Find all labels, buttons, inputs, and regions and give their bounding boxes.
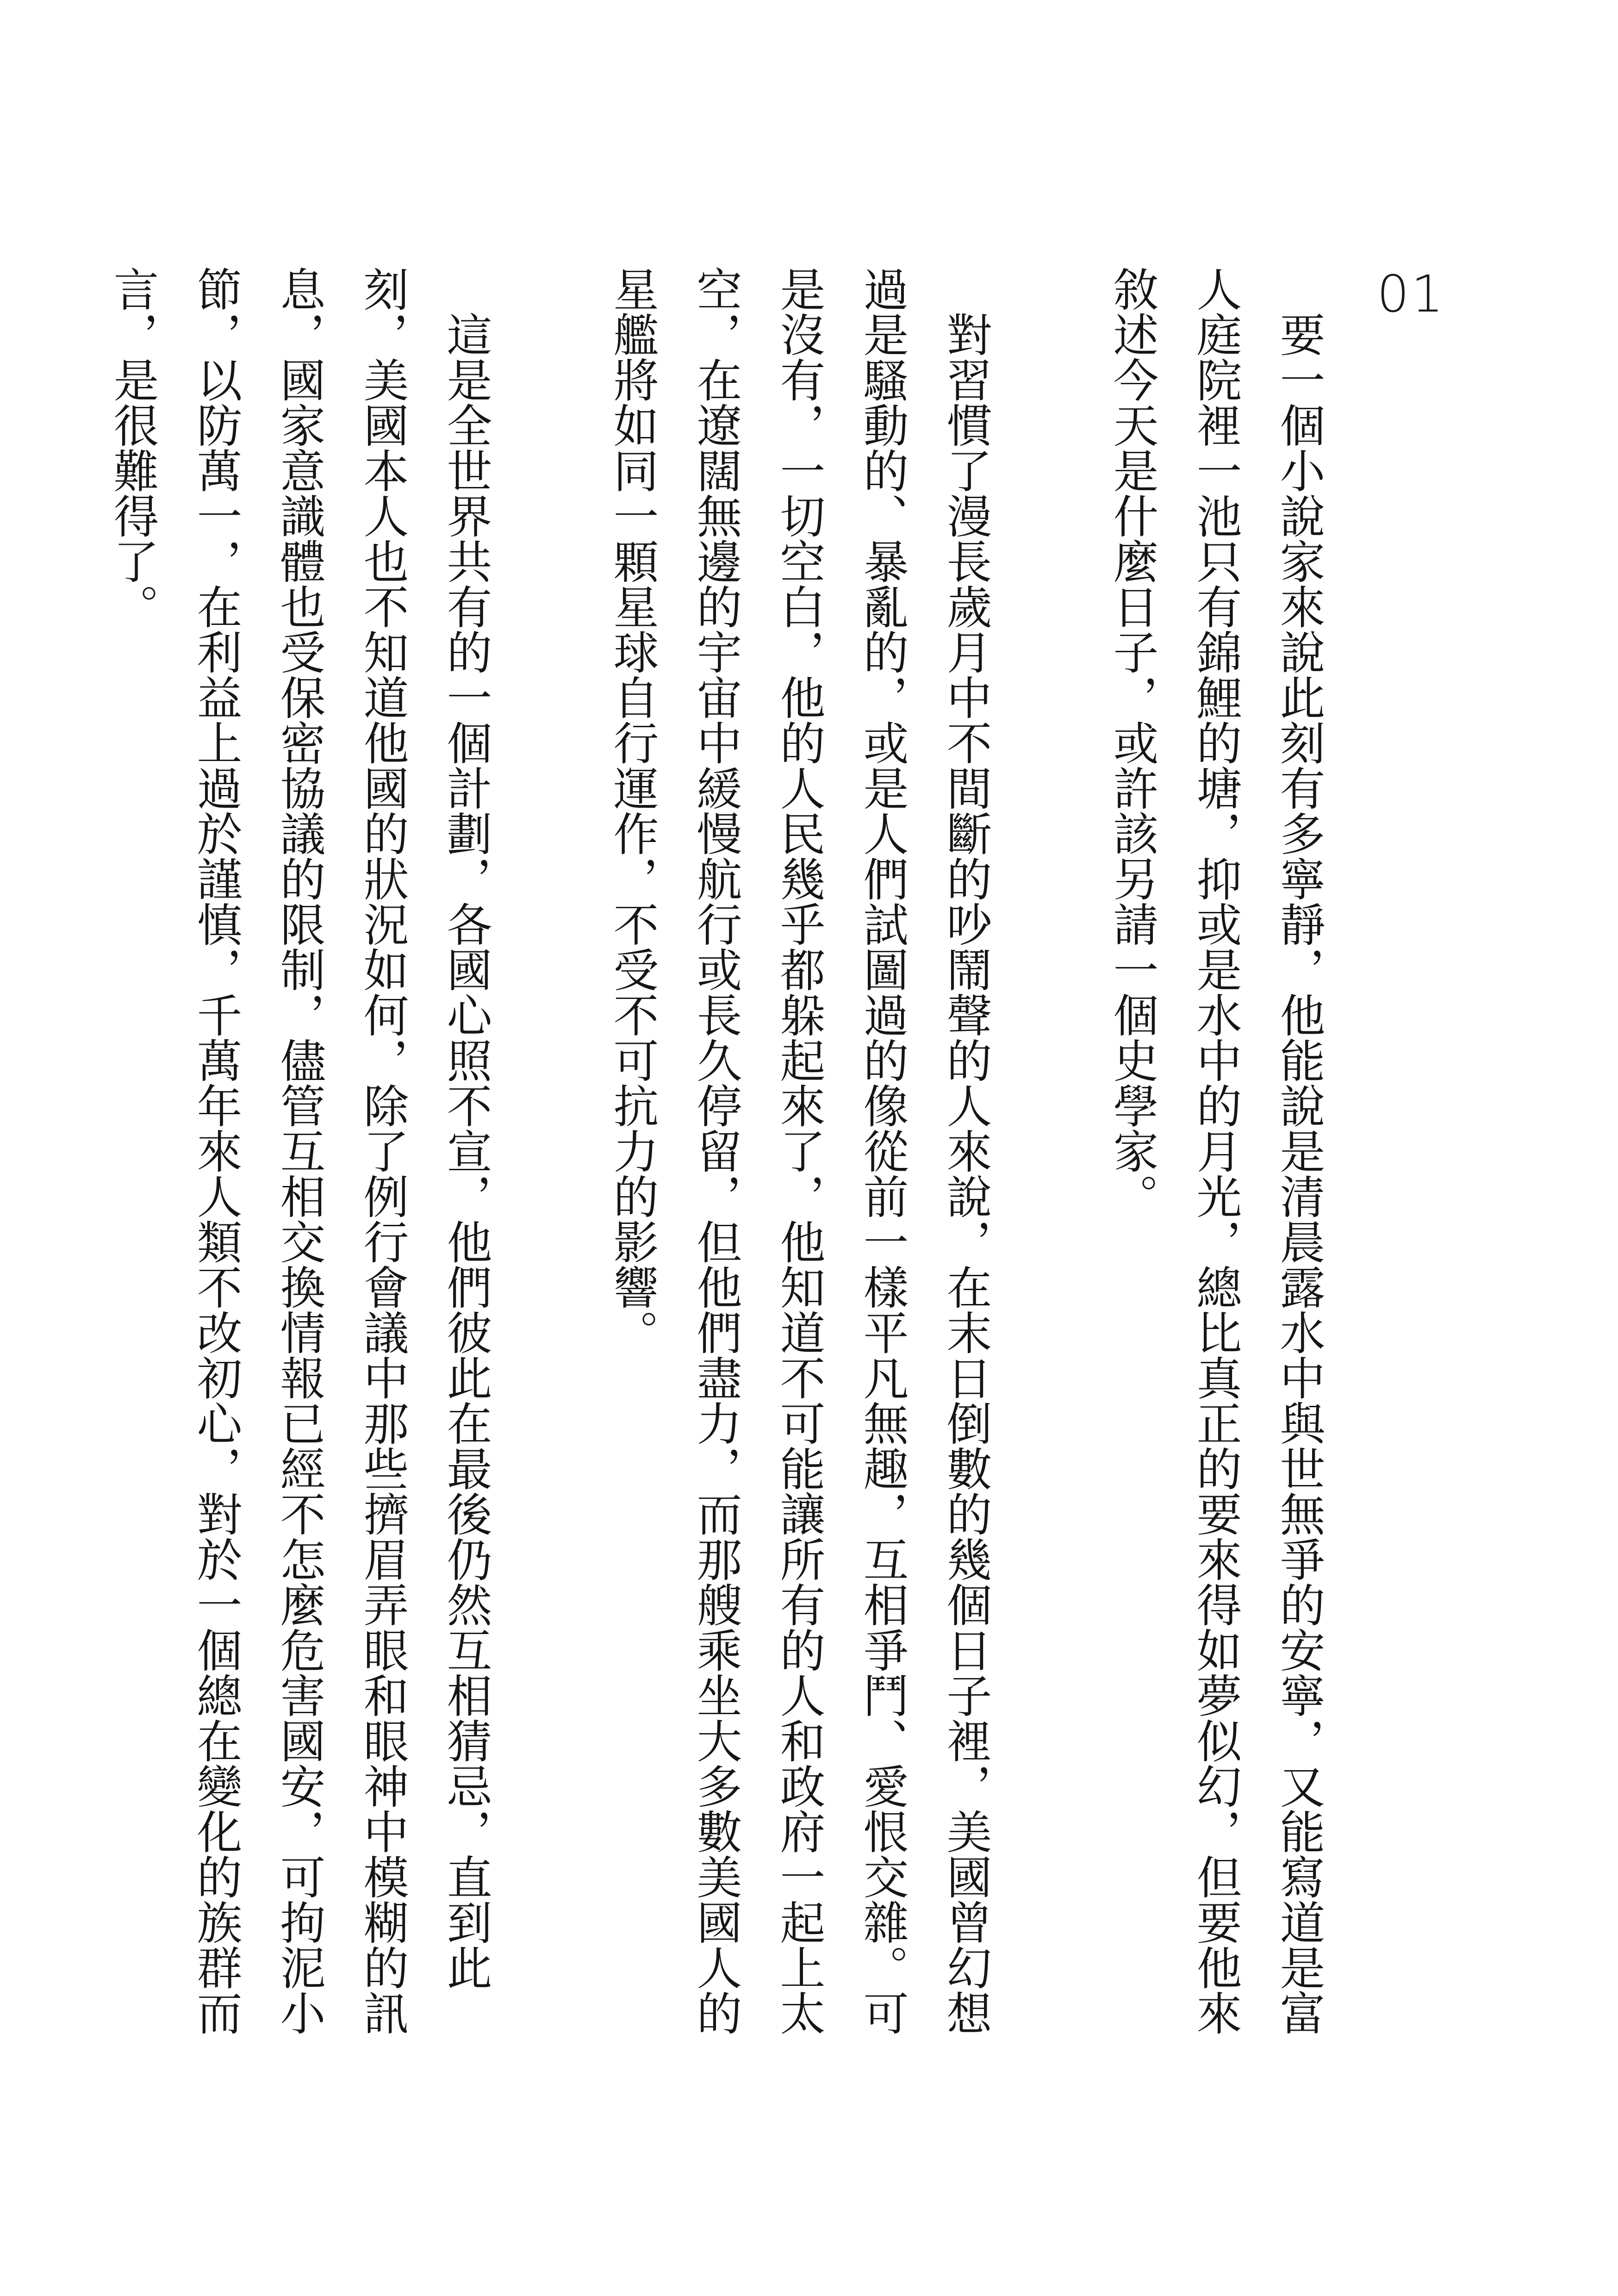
paragraph-3: 這是全世界共有的一個計劃，各國心照不宣，他們彼此在最後仍然互相猜忌，直到此刻，美國本人也不知道他國的狀況如何，除了例行會議中那些擠眉弄眼和眼神中模糊的訊息，國家意識體也受保密協議的限制，儘管互相交換情報已經不怎麼危害國安，可拘泥小節，以防萬一，在利益上過於謹慎，千萬年來人類不改初心，對於一個總在變化的族群而言，是很難得了。: [106, 266, 492, 2035]
paragraph-2: 對習慣了漫長歲月中不間斷的吵鬧聲的人來說，在末日倒數的幾個日子裡，美國曾幻想過是騷動的、暴亂的，或是人們試圖過的像從前一樣平凡無趣，互相爭鬥、愛恨交雜。可是沒有，一切空白，他的人民幾乎都躲起來了，他知道不可能讓所有的人和政府一起上太空，在遼闊無邊的宇宙中緩慢航行或長久停留，但他們盡力，而那艘乘坐大多數美國人的星艦將如同一顆星球自行運作，不受不可抗力的影響。: [606, 266, 992, 2035]
chapter-number: 01: [1377, 264, 1445, 324]
paragraph-1: 要一個小說家來說此刻有多寧靜，他能說是清晨露水中與世無爭的安寧，又能寫道是富人庭院裡一池只有錦鯉的塘，抑或是水中的月光，總比真正的要來得如夢似幻，但要他來敘述今天是什麼日子，或許該另請一個史學家。: [1106, 266, 1325, 2035]
paragraph-gap: [507, 266, 591, 2071]
paragraph-gap: [1007, 266, 1090, 2071]
body-text: [91, 266, 1340, 2071]
